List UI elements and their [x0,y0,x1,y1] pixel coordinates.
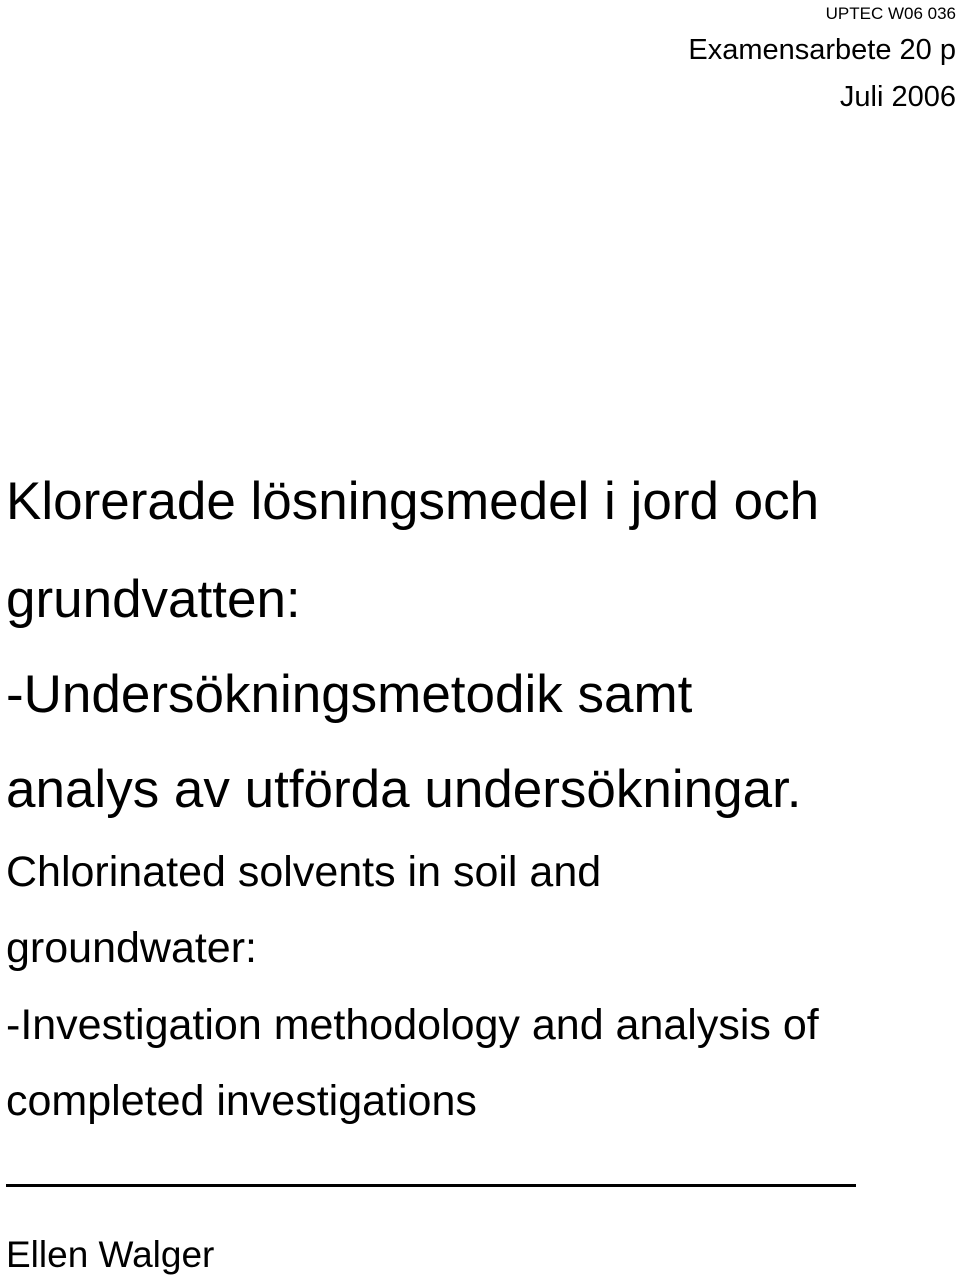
swedish-title-line: analys av utförda undersökningar. [6,760,802,819]
swedish-title-line: grundvatten: [6,570,301,629]
english-title-line: -Investigation methodology and analysis of [6,1001,819,1049]
publication-date: Juli 2006 [839,81,956,113]
swedish-title-line: -Undersökningsmetodik samt [6,665,693,724]
divider-rule [6,1184,856,1187]
swedish-title-line: Klorerade lösningsmedel i jord och [6,472,820,531]
english-title-line: completed investigations [6,1077,477,1125]
english-title-line: groundwater: [6,924,257,972]
thesis-type: Examensarbete 20 p [688,34,956,66]
author-name: Ellen Walger [6,1234,215,1275]
english-title-line: Chlorinated solvents in soil and [6,848,602,896]
report-series-number: UPTEC W06 036 [825,4,956,23]
